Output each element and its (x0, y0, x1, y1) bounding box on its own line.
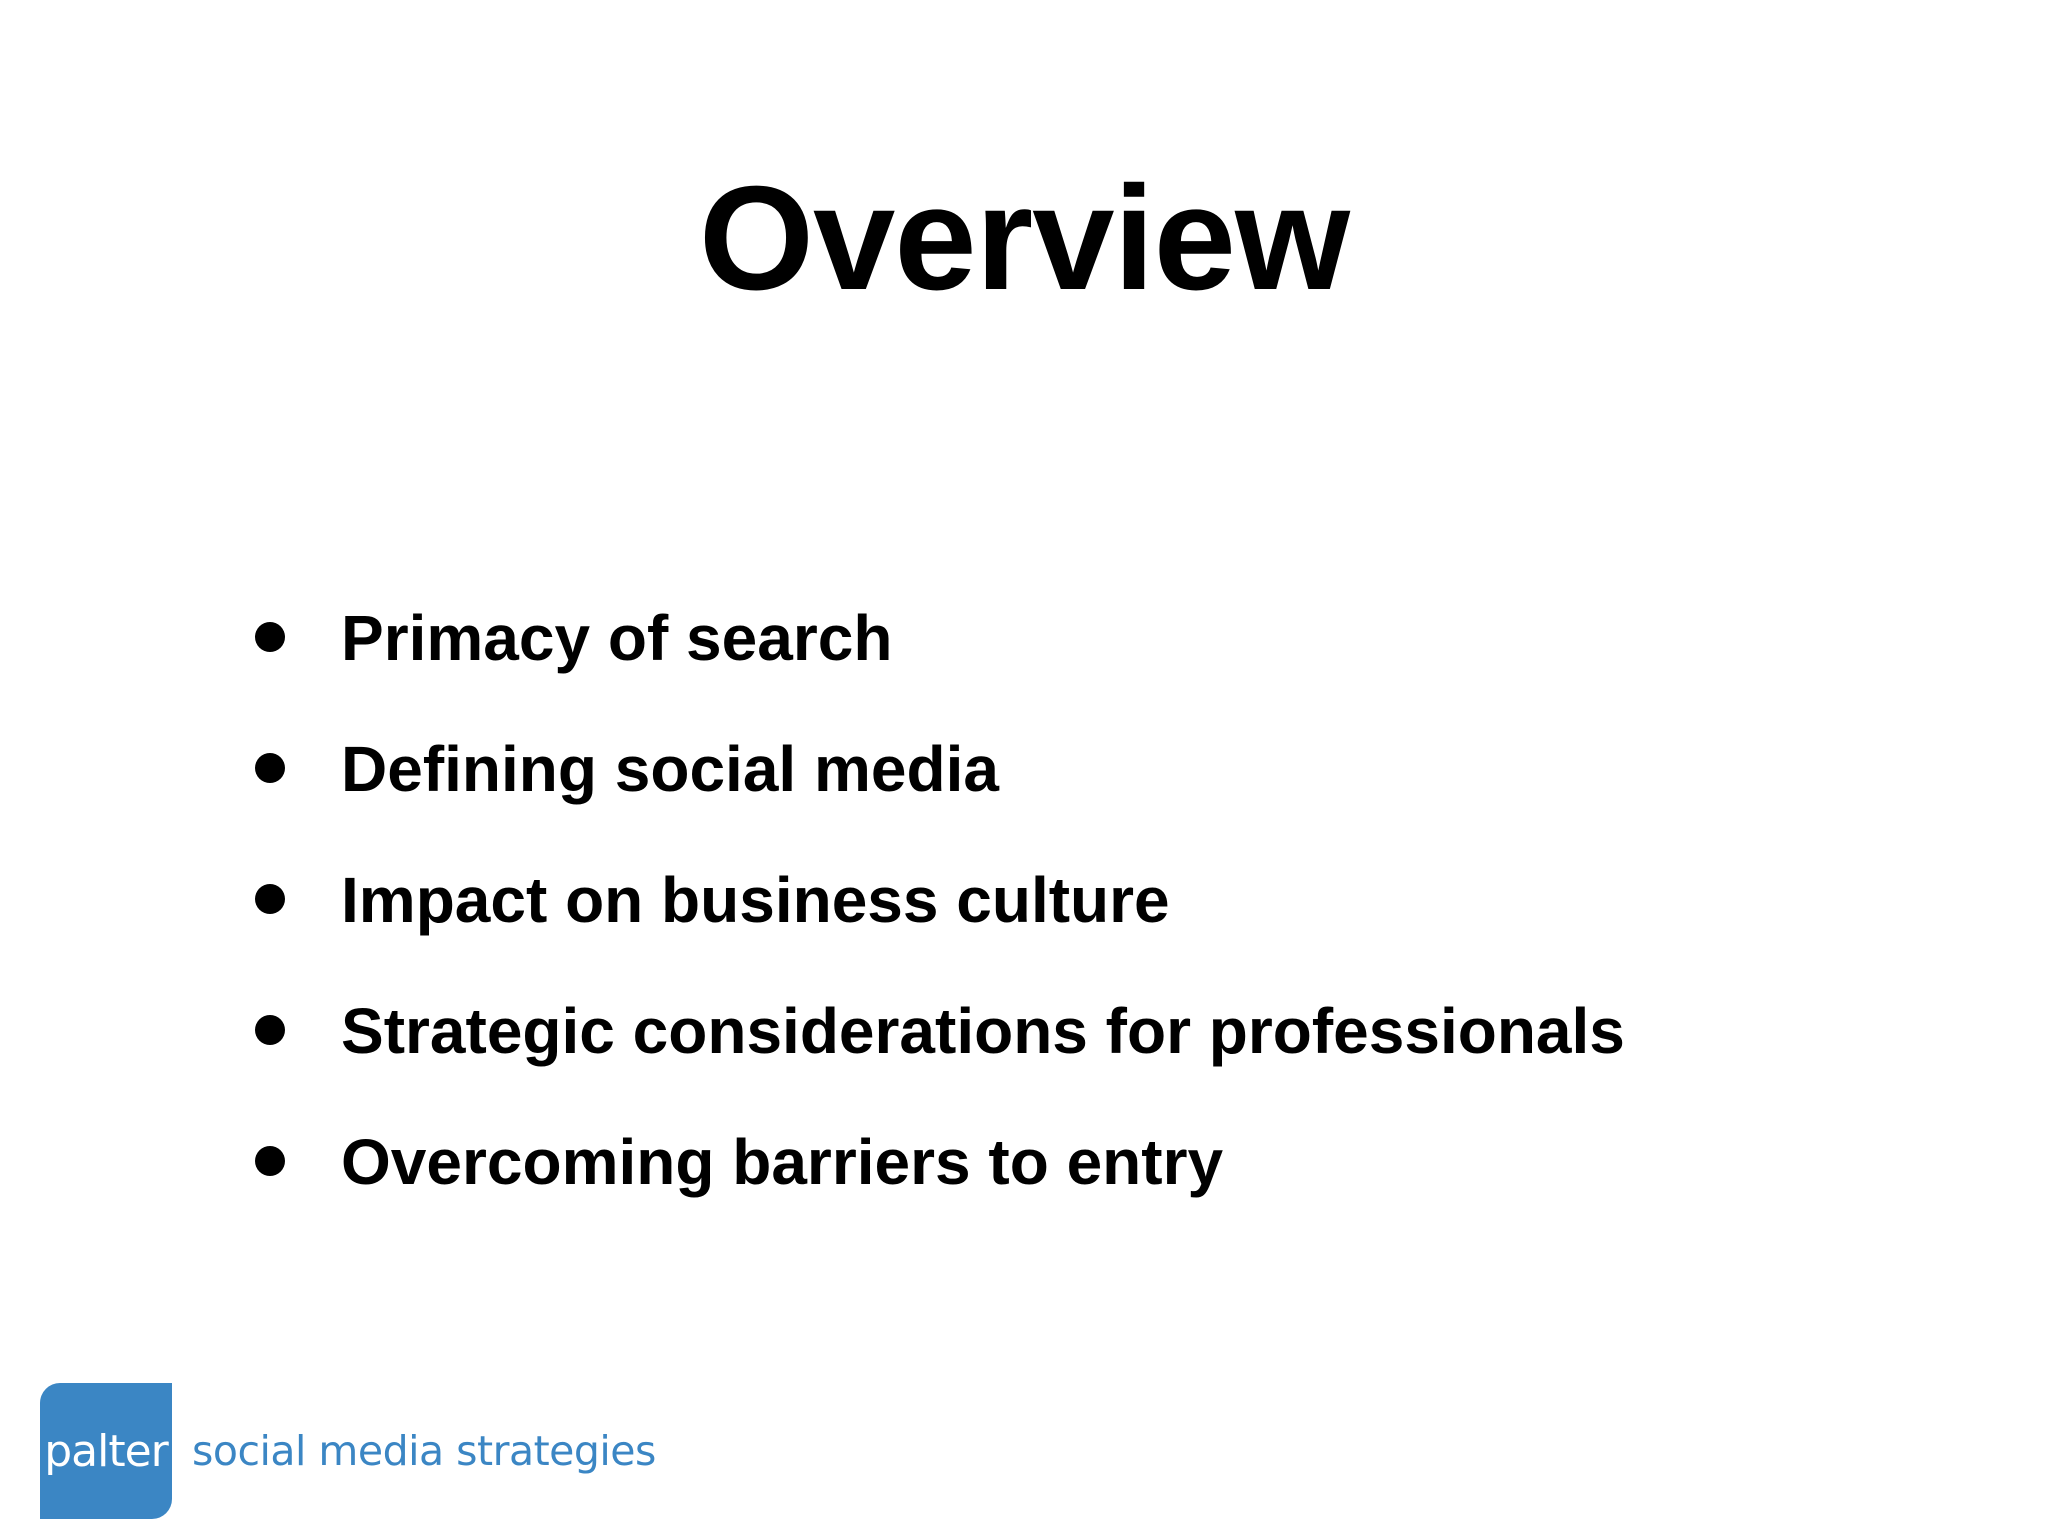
logo-brand-text: palter (44, 1425, 168, 1477)
bullet-dot-icon (255, 622, 285, 652)
bullet-text: Strategic considerations for professionals (341, 995, 1625, 1067)
bullet-text: Defining social media (341, 733, 999, 805)
bullet-item (255, 1122, 1625, 1253)
slide-title: Overview (698, 156, 1350, 321)
bullet-dot-icon (255, 884, 285, 914)
logo-tagline: social media strategies (192, 1427, 656, 1475)
bullet-item (255, 729, 1625, 860)
bullet-item (255, 860, 1625, 991)
bullet-dot-icon (255, 1015, 285, 1045)
bullet-dot-icon (255, 753, 285, 783)
bullet-text: Overcoming barriers to entry (341, 1126, 1224, 1198)
logo-badge (40, 1383, 172, 1519)
bullet-item (255, 991, 1625, 1122)
bullet-list (255, 598, 1625, 1253)
bullet-text: Impact on business culture (341, 864, 1170, 936)
bullet-item (255, 598, 1625, 729)
bullet-dot-icon (255, 1146, 285, 1176)
bullet-text: Primacy of search (341, 602, 893, 674)
company-logo (40, 1383, 656, 1519)
